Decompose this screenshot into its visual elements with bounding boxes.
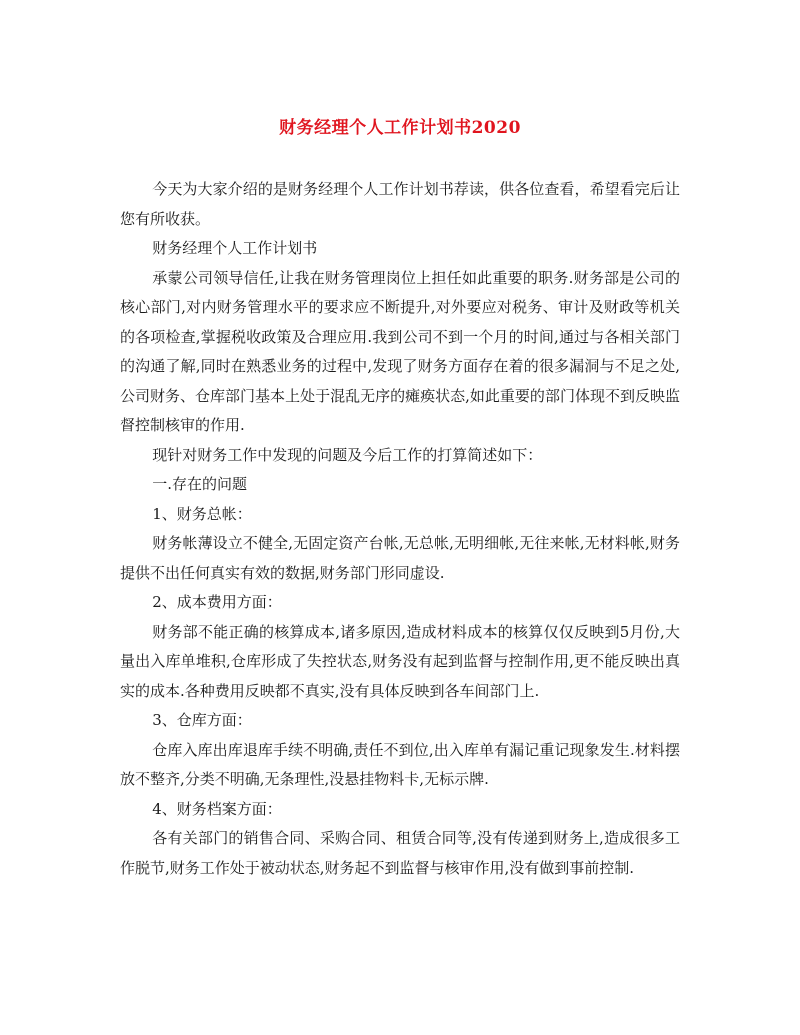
paragraph-cost: 财务部不能正确的核算成本,诸多原因,造成材料成本的核算仅仅反映到5月份,大量出入库单堆积,仓库形成了失控状态,财务没有起到监督与控制作用,更不能反映出真实的成本.各种费用反映都不真实,没有具体反映到各车间部门上. (120, 622, 680, 700)
item-heading-archives: 4、财务档案方面： (152, 799, 282, 818)
paragraph-summary-intro: 现针对财务工作中发现的问题及今后工作的打算简述如下： (152, 445, 543, 464)
section-heading-problems: 一.存在的问题 (152, 475, 248, 493)
paragraph-warehouse: 仓库入库出库退库手续不明确,责任不到位,出入库单有漏记重记现象发生.材料摆放不整齐,分类不明确,无条理性,没悬挂物料卡,无标示牌. (120, 740, 680, 788)
item-heading-cost: 2、成本费用方面： (152, 593, 282, 611)
paragraph-intro: 今天为大家介绍的是财务经理个人工作计划书荐读，供各位查看，希望看完后让您有所收获。 (120, 180, 680, 228)
paragraph-archives: 各有关部门的销售合同、采购合同、租赁合同等,没有传递到财务上,造成很多工作脱节,财务工作处于被动状态,财务起不到监督与核审作用,没有做到事前控制. (120, 829, 680, 877)
document-title: 财务经理个人工作计划书2020 (279, 118, 521, 138)
item-heading-general-ledger: 1、财务总帐： (152, 504, 252, 523)
item-heading-warehouse: 3、仓库方面： (152, 711, 252, 729)
paragraph-subtitle: 财务经理个人工作计划书 (152, 239, 318, 257)
paragraph-background: 承蒙公司领导信任,让我在财务管理岗位上担任如此重要的职务.财务部是公司的核心部门,对内财务管理水平的要求应不断提升,对外要应对税务、审计及财政等机关的各项检查,掌握税收政策及合理应用.我到公司不到一个月的时间,通过与各相关部门的沟通了解,同时在熟悉业务的过程中,发现了财务方面存在着的很多漏洞与不足之处,公司财务、仓库部门基本上处于混乱无序的瘫痪状态,如此重要的部门体现不到反映监督控制核审的作用. (120, 268, 680, 434)
paragraph-general-ledger: 财务帐薄设立不健全,无固定资产台帐,无总帐,无明细帐,无往来帐,无材料帐,财务提供不出任何真实有效的数据,财务部门形同虚设. (120, 534, 680, 582)
document-body (120, 175, 680, 883)
